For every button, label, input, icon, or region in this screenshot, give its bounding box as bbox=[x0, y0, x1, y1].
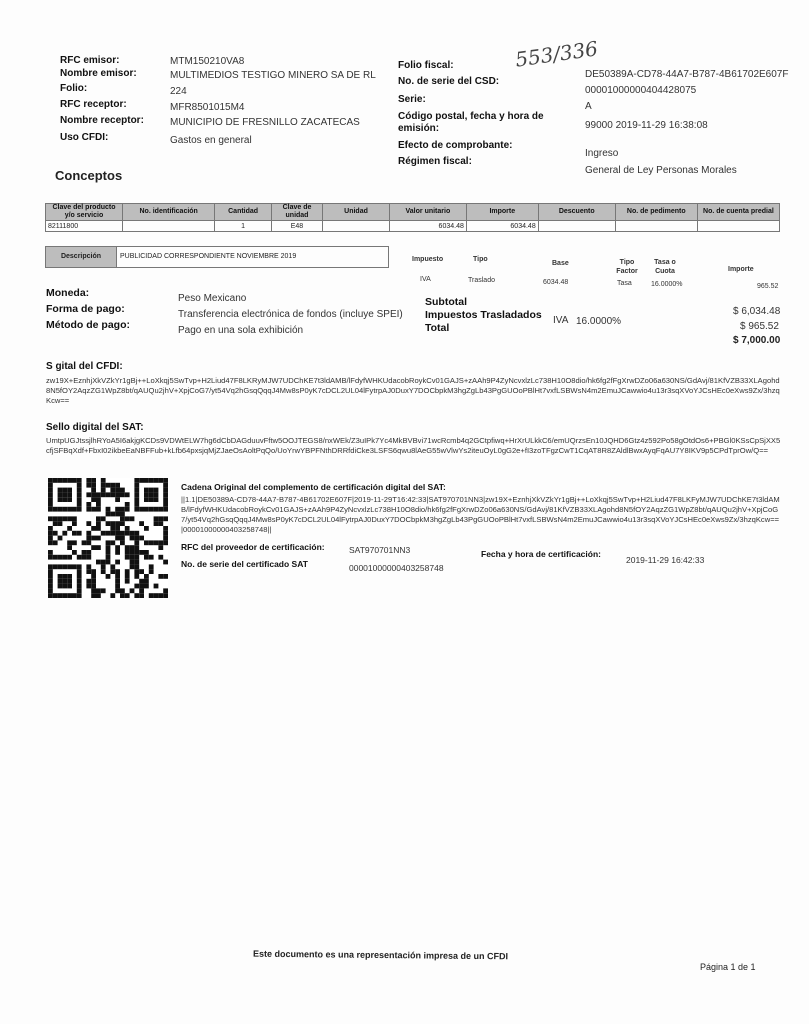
cadena-original-text: ||1.1|DE50389A-CD78-44A7-B787-4B61702E607F|2019-11-29T16:42:33|SAT970701NN3|zw19X+EznhjXkVZkYr1gBj++LoXkqj5SwTvp+H2Liud47F8LKFyMJW7UDChKE7t3ldAMB/lFdyfWHKUdacobRoykCv01GAJS+zAAh9P4ZyNcvxlzLc738H10O8dio/hk6fg2fFgXrwDZo06a630NS/GdAvj/81KfVZB33XLAgohd8N5fOY2AqzZG1WpZ8bt/qAUQu2jhV+XpjCoG7/yt54Vq2hGsqQqqJ4Mw8sP0yK7cDCL2UL04lFytrpAJ0DuxY7DOCbpkM3hgZgLb43PgGUOoPBlHt7vxfLSBWsN4m2EmuJCawwio4u13r3sqXVoYJCsHEc0eXws9Zx/3hzqKcw==|00001000000403258748|| bbox=[181, 495, 780, 534]
impuestos-tipo: IVA bbox=[553, 315, 569, 326]
metodo-pago-label: Método de pago: bbox=[46, 319, 130, 331]
cell-clave-unidad: E48 bbox=[271, 221, 322, 232]
regimen-value: General de Ley Personas Morales bbox=[585, 165, 737, 176]
col-no-cuenta-predial: No. de cuenta predial bbox=[697, 204, 779, 221]
imp-col-impuesto: Impuesto bbox=[412, 256, 444, 263]
nombre-receptor-value: MUNICIPIO DE FRESNILLO ZACATECAS bbox=[170, 117, 360, 128]
serie-label: Serie: bbox=[398, 94, 426, 105]
col-valor-unitario: Valor unitario bbox=[389, 204, 466, 221]
imp-val-importe: 965.52 bbox=[757, 283, 779, 290]
rfc-proveedor-value: SAT970701NN3 bbox=[349, 545, 411, 555]
fecha-certificacion-value: 2019-11-29 16:42:33 bbox=[626, 555, 705, 565]
moneda-label: Moneda: bbox=[46, 287, 90, 299]
col-no-pedimento: No. de pedimento bbox=[615, 204, 697, 221]
fecha-certificacion-label: Fecha y hora de certificación: bbox=[481, 549, 601, 559]
handwritten-note: 553/336 bbox=[513, 36, 600, 72]
col-importe: Importe bbox=[466, 204, 538, 221]
cell-clave: 82111800 bbox=[46, 221, 123, 232]
forma-pago-value: Transferencia electrónica de fondos (incluye SPEI) bbox=[178, 309, 403, 320]
sello-sat-label: Sello digital del SAT: bbox=[46, 422, 144, 433]
conceptos-table bbox=[45, 203, 780, 232]
imp-val-tasa: 16.0000% bbox=[651, 281, 683, 288]
col-unidad: Unidad bbox=[323, 204, 390, 221]
impuestos-value: $ 965.52 bbox=[740, 321, 779, 332]
serie-certificado-label: No. de serie del certificado SAT bbox=[181, 559, 308, 569]
cell-valor-unitario: 6034.48 bbox=[389, 221, 466, 232]
imp-val-base: 6034.48 bbox=[543, 279, 569, 286]
folio-fiscal-label: Folio fiscal: bbox=[398, 60, 454, 71]
subtotal-label: Subtotal bbox=[425, 296, 467, 308]
cell-importe: 6034.48 bbox=[466, 221, 538, 232]
folio-value: 224 bbox=[170, 86, 187, 97]
imp-col-tipo-factor: Tipo Factor bbox=[616, 259, 638, 275]
uso-cfdi-label: Uso CFDI: bbox=[60, 132, 109, 143]
nombre-emisor-label: Nombre emisor: bbox=[60, 68, 137, 79]
total-label: Total bbox=[425, 322, 450, 334]
csd-label: No. de serie del CSD: bbox=[398, 76, 500, 87]
uso-cfdi-value: Gastos en general bbox=[170, 135, 252, 146]
cell-cantidad: 1 bbox=[215, 221, 271, 232]
cadena-original-label: Cadena Original del complemento de certificación digital del SAT: bbox=[181, 482, 446, 492]
nombre-emisor-value: MULTIMEDIOS TESTIGO MINERO SA DE RL bbox=[170, 70, 376, 81]
cell-unidad bbox=[323, 221, 390, 232]
rfc-emisor-value: MTM150210VA8 bbox=[170, 56, 245, 67]
imp-val-tipo-factor: Tasa bbox=[617, 280, 632, 287]
conceptos-header-row bbox=[46, 204, 780, 221]
col-clave-producto: Clave del producto y/o servicio bbox=[46, 204, 123, 221]
codigo-label-line2: emisión: bbox=[398, 123, 440, 134]
efecto-value: Ingreso bbox=[585, 148, 619, 159]
sello-cfdi-label: S gital del CFDI: bbox=[46, 361, 123, 372]
cell-no-cuenta-predial bbox=[697, 221, 779, 232]
csd-value: 00001000000404428075 bbox=[585, 85, 697, 96]
rfc-proveedor-label: RFC del proveedor de certificación: bbox=[181, 542, 325, 552]
folio-label: Folio: bbox=[60, 83, 88, 94]
col-no-identificacion: No. identificación bbox=[122, 204, 214, 221]
col-descuento: Descuento bbox=[538, 204, 615, 221]
efecto-label: Efecto de comprobante: bbox=[398, 140, 513, 151]
imp-col-tipo: Tipo bbox=[473, 256, 488, 263]
descripcion-value: PUBLICIDAD CORRESPONDIENTE NOVIEMBRE 2019 bbox=[116, 246, 389, 268]
codigo-label-line1: Código postal, fecha y hora de bbox=[398, 111, 544, 122]
page-number: Página 1 de 1 bbox=[700, 962, 756, 972]
footer-note: Este documento es una representación impresa de un CFDI bbox=[252, 948, 509, 962]
imp-val-impuesto: IVA bbox=[420, 276, 431, 283]
total-value: $ 7,000.00 bbox=[733, 335, 781, 346]
conceptos-data-row bbox=[46, 221, 780, 232]
descripcion-label: Descripción bbox=[45, 246, 117, 268]
rfc-emisor-label: RFC emisor: bbox=[60, 55, 120, 66]
cell-descuento bbox=[538, 221, 615, 232]
subtotal-value: $ 6,034.48 bbox=[733, 306, 781, 317]
imp-col-base: Base bbox=[552, 260, 569, 267]
sello-sat-text: UmtpUGJtssjlhRYoA5I6akjgKCDs9VDWtELW7hg6dCbDAGduuvFftw5OOJTEGS8/nxWEk/Z3uIPk7Yc4MkBVBvi71wcRcmb4q2GCtpfiwq+HrXrULkkC6/emUQrzsEn10JQHD6Gtz4z592Po58gOtdOs6+PBGl0KSsCpSjXX5cfjSFBqXdf+FbxI02ikbeEaNBFFub+kLfb64pxsjqMjZJaeOsAoltPqQo/UoYrwYBPFNthDRRfdiCke3LSFS6qwu8lAeG55wVlwYs2iteuOyL0gG2e+fI3zoTFgzCwT1CqAT8R8ZAldlBwxAyqFqAU7Y8IKV9p5CPdTprOw/Q== bbox=[46, 436, 781, 455]
col-cantidad: Cantidad bbox=[215, 204, 271, 221]
nombre-receptor-label: Nombre receptor: bbox=[60, 115, 144, 126]
imp-val-tipo: Traslado bbox=[468, 277, 495, 284]
conceptos-title: Conceptos bbox=[55, 168, 123, 183]
impuestos-trasladados-label: Impuestos Trasladados bbox=[425, 309, 542, 321]
qr-code bbox=[48, 478, 168, 598]
imp-col-importe: Importe bbox=[728, 266, 754, 273]
regimen-label: Régimen fiscal: bbox=[398, 156, 472, 167]
moneda-value: Peso Mexicano bbox=[178, 293, 247, 304]
forma-pago-label: Forma de pago: bbox=[46, 303, 125, 315]
cell-no-pedimento bbox=[615, 221, 697, 232]
serie-value: A bbox=[585, 101, 592, 112]
col-clave-unidad: Clave de unidad bbox=[271, 204, 322, 221]
folio-fiscal-value: DE50389A-CD78-44A7-B787-4B61702E607F bbox=[585, 69, 789, 80]
rfc-receptor-value: MFR8501015M4 bbox=[170, 102, 245, 113]
impuestos-tasa: 16.0000% bbox=[576, 316, 622, 327]
metodo-pago-value: Pago en una sola exhibición bbox=[178, 325, 304, 336]
codigo-value: 99000 2019-11-29 16:38:08 bbox=[585, 120, 708, 131]
imp-col-tasa-cuota: Tasa o Cuota bbox=[654, 259, 676, 275]
serie-certificado-value: 00001000000403258748 bbox=[349, 563, 444, 573]
sello-cfdi-text: zw19X+EznhjXkVZkYr1gBj++LoXkqj5SwTvp+H2Liud47F8LKRyMJW7UDChKE7t3ldAMB/lFdyfWHKUdacobRoykCv01GAJS+zAAh9P4ZyNcvxlzLc738H10O8dio/hk6fg2fFgXrwDZo06a630NS/GdAvj/81KfVZB33XLAgohd8N5fOY2AqzZG1WpZ8bt/qAUQu2jhV+XpjCoG7/yt54Vq2hGsqQqqJ4Mw8sP0yK7cDCL2UL04lFytrpAJ0DuxY7DOCbpkM3hgZgLb43PgGUOoPBlHt7vxfLSBWsN4m2EmuJCawwio4u13r3sqXVoYJCsHEc0eXws9Zx/3hzqKcw== bbox=[46, 376, 780, 405]
rfc-receptor-label: RFC receptor: bbox=[60, 99, 127, 110]
cell-no-identificacion bbox=[122, 221, 214, 232]
